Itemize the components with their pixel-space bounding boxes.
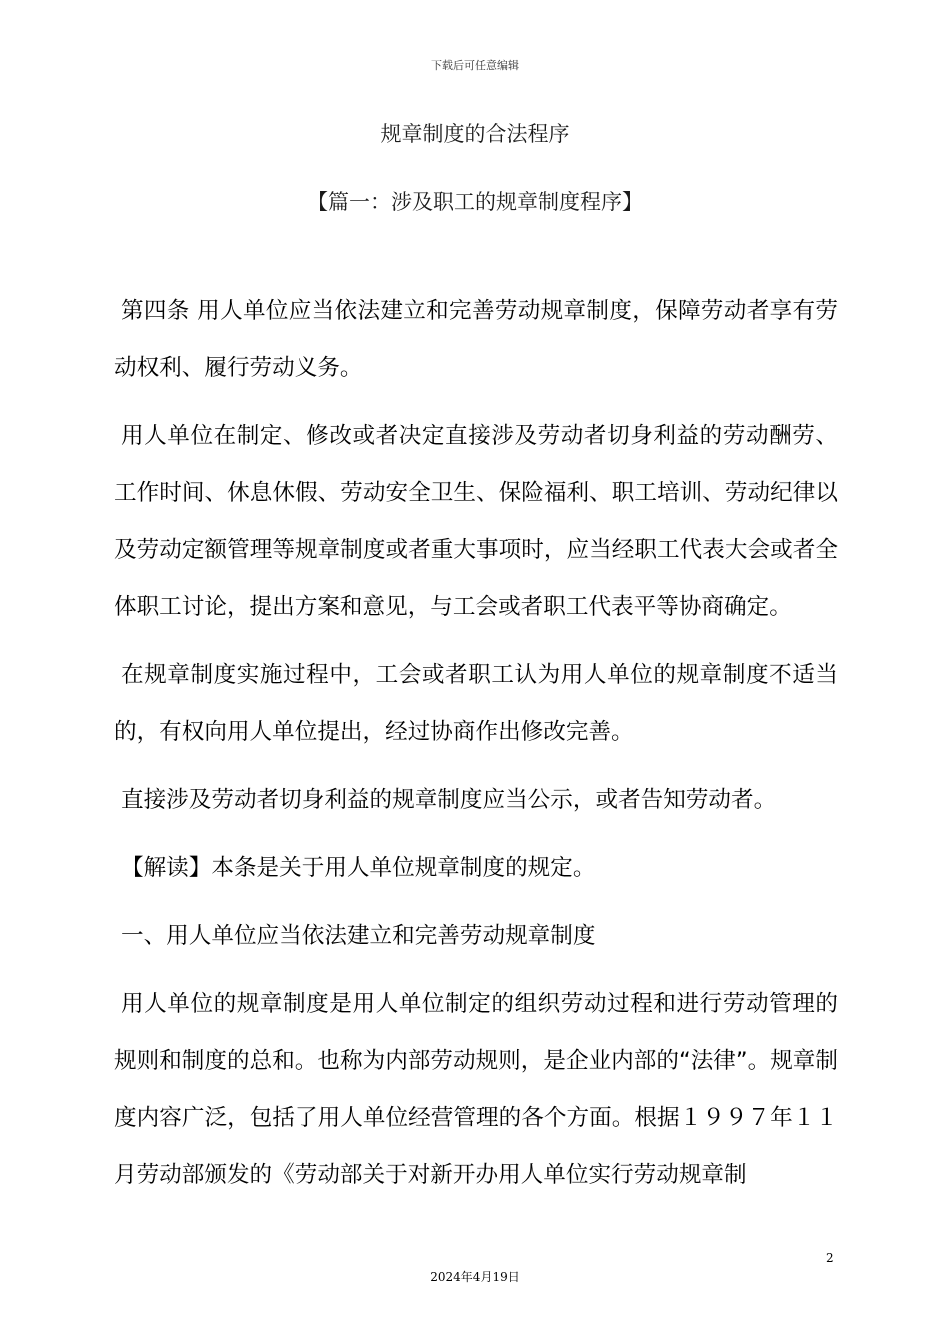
paragraph: 在规章制度实施过程中，工会或者职工认为用人单位的规章制度不适当的，有权向用人单位提出，经过协商作出修改完善。 — [114, 662, 838, 745]
document-subtitle: 【篇一：涉及职工的规章制度程序】 — [307, 190, 643, 214]
paragraph: 【解读】本条是关于用人单位规章制度的规定。 — [121, 855, 596, 881]
paragraph: 第四条 用人单位应当依法建立和完善劳动规章制度，保障劳动者享有劳动权利、履行劳动义务。 — [114, 298, 838, 381]
footer-date: 2024年4月19日 — [430, 1270, 520, 1284]
document-body — [114, 283, 838, 1215]
paragraph: 直接涉及劳动者切身利益的规章制度应当公示，或者告知劳动者。 — [121, 787, 777, 813]
paragraph: 用人单位的规章制度是用人单位制定的组织劳动过程和进行劳动管理的规则和制度的总和。也称为内部劳动规则，是企业内部的“法律”。规章制度内容广泛，包括了用人单位经营管理的各个方面。根据１９９７年１１月劳动部颁发的《劳动部关于对新开办用人单位实行劳动规章制 — [114, 991, 838, 1188]
paragraph: 用人单位在制定、修改或者决定直接涉及劳动者切身利益的劳动酬劳、工作时间、休息休假、劳动安全卫生、保险福利、职工培训、劳动纪律以及劳动定额管理等规章制度或者重大事项时，应当经职工代表大会或者全体职工讨论，提出方案和意见，与工会或者职工代表平等协商确定。 — [114, 423, 838, 620]
page-number: 2 — [826, 1251, 834, 1265]
document-title: 规章制度的合法程序 — [380, 122, 570, 146]
page-header: 下载后可任意编辑 — [431, 59, 519, 72]
section-heading: 一、用人单位应当依法建立和完善劳动规章制度 — [121, 923, 596, 949]
